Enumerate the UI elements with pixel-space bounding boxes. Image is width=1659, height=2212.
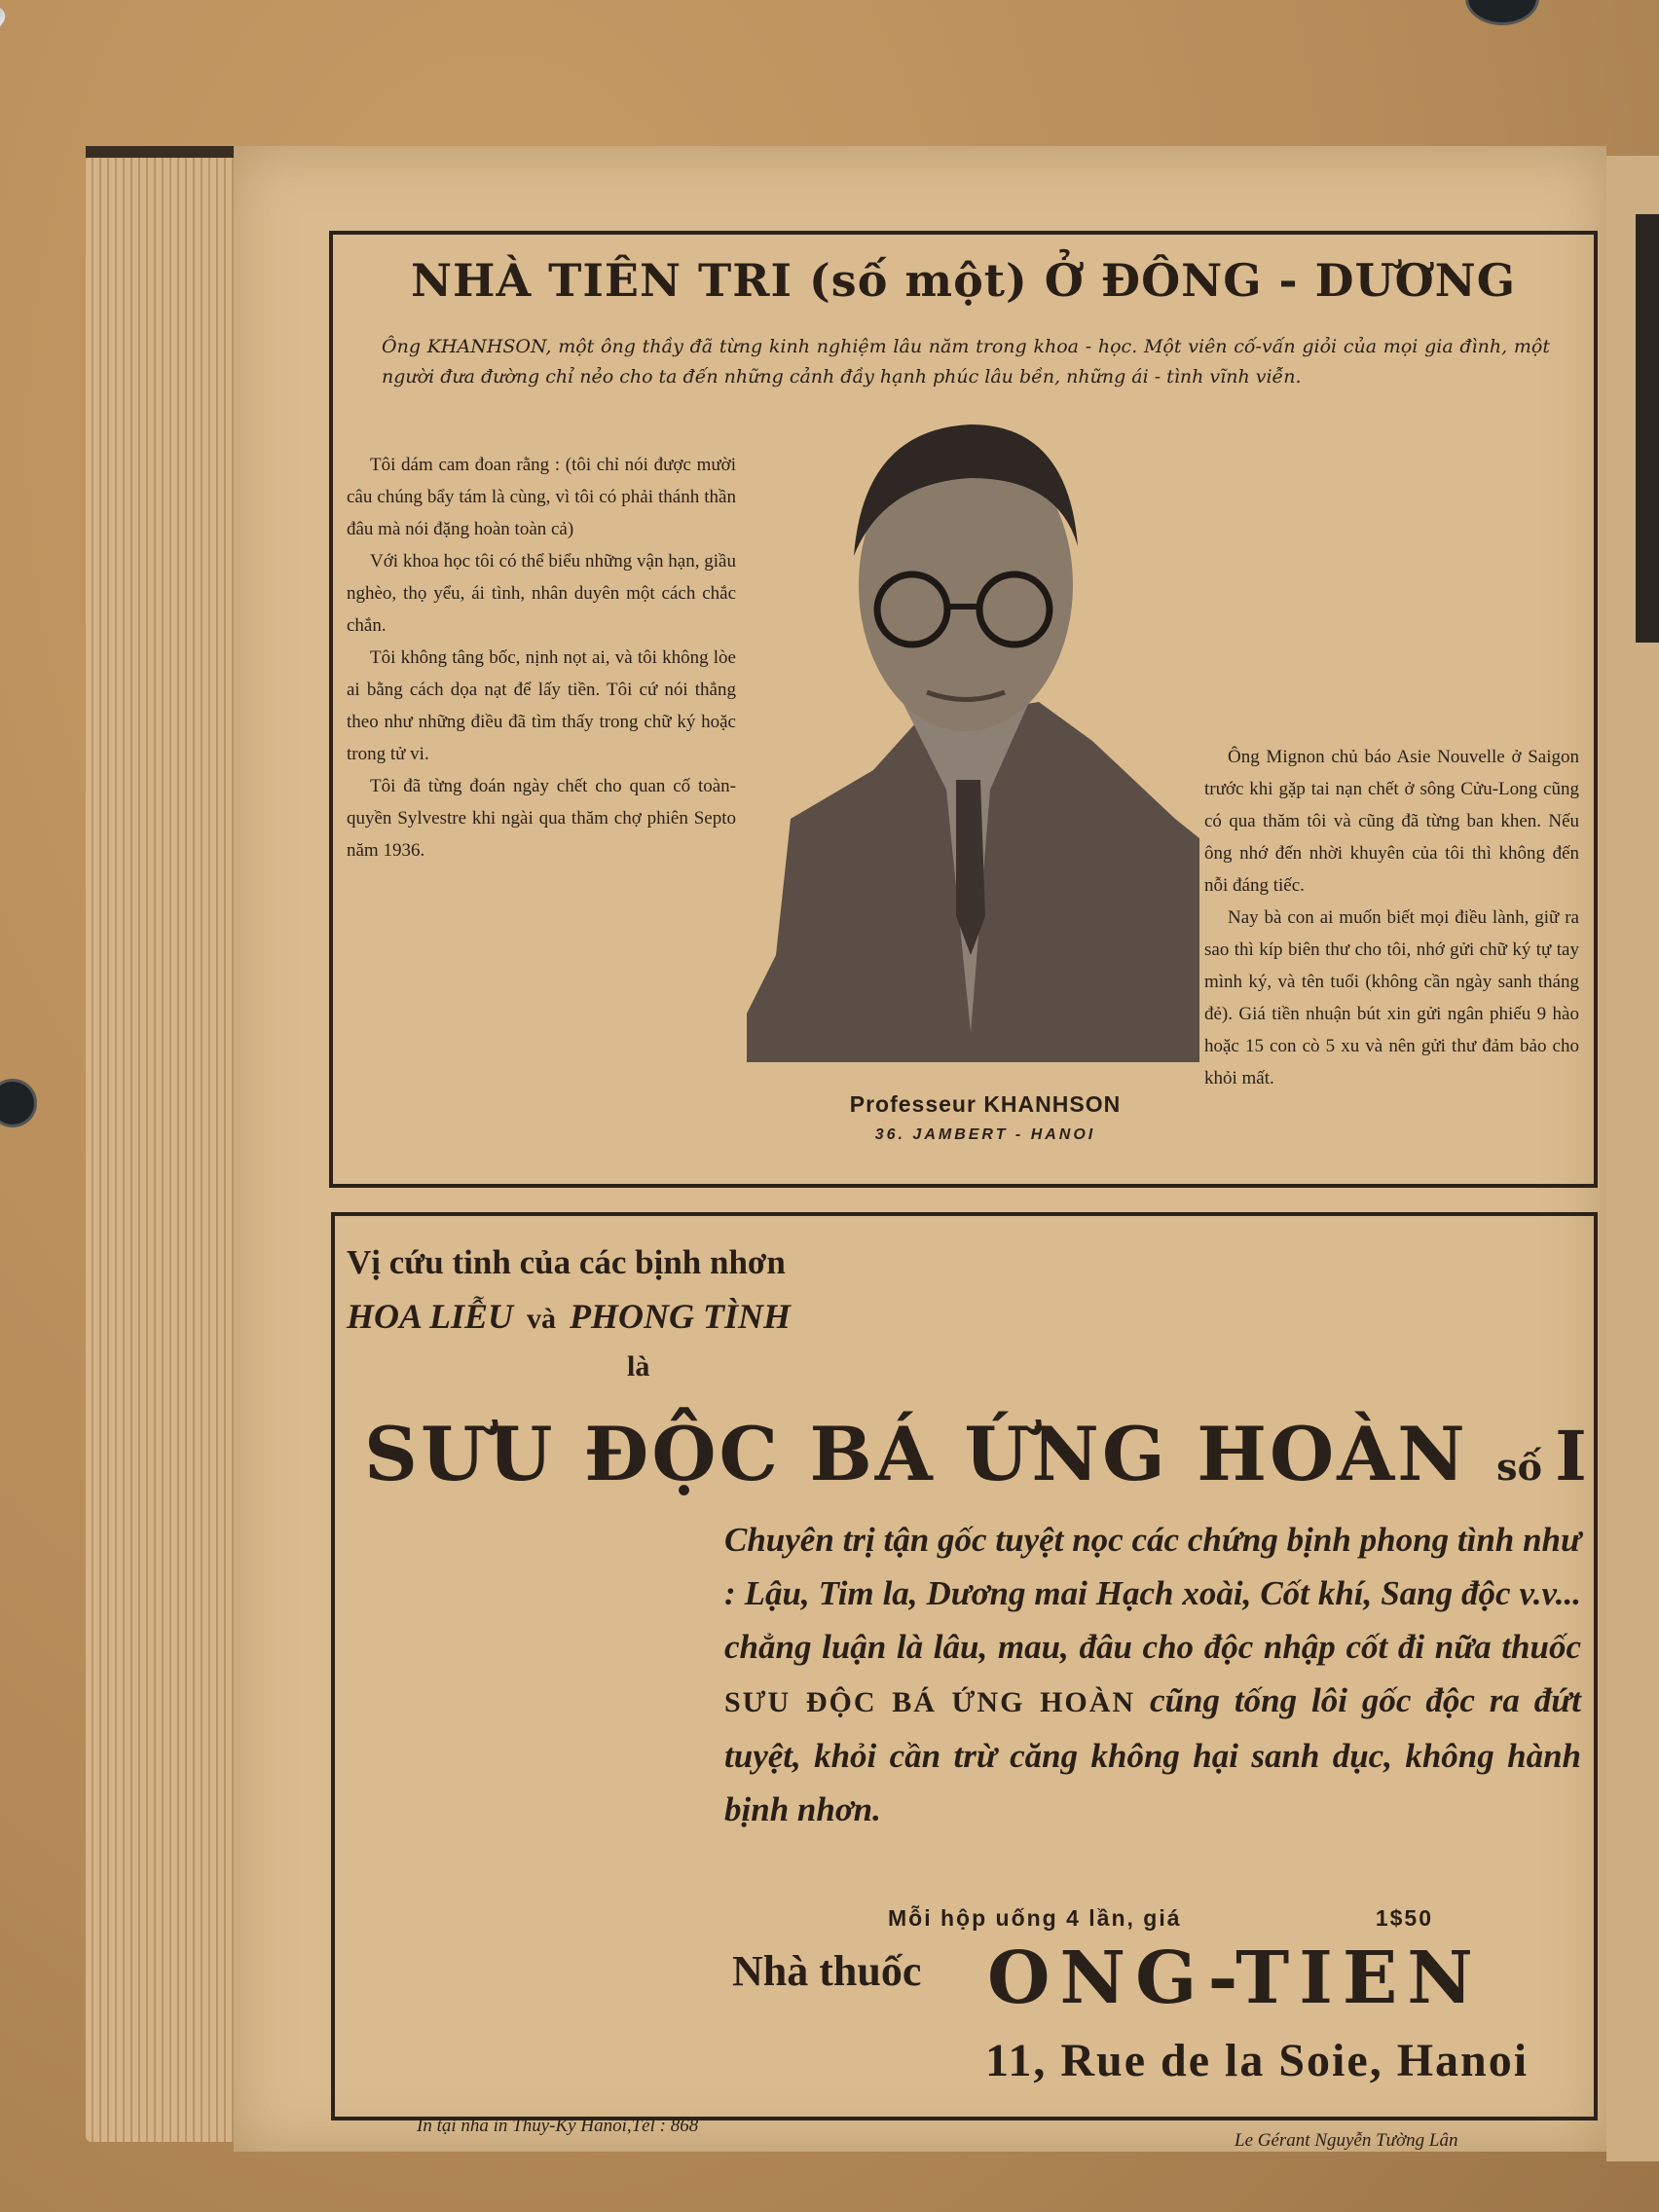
ad-tagline: Vị cứu tinh của các bịnh nhơn [347,1243,786,1281]
printer-credit: In tại nhà in Thuy-Ký Hanoi,Tél : 868 [417,2116,699,2136]
number-value: I [1555,1416,1587,1496]
paragraph: Ông Mignon chủ báo Asie Nouvelle ở Saigon trước khi gặp tai nạn chết ở sông Cửu-Long cũng có qua thăm tôi và cũng đã từng ban khen. Nếu ông nhớ đến nhời khuyên của tôi thì không đến nỗi đáng tiếc. [1204,747,1579,896]
price-label: Mỗi hộp uống 4 lần, giá [888,1905,1182,1931]
medicine-advertisement [331,1212,1598,2120]
paragraph: Nay bà con ai muốn biết mọi điều lành, giữ ra sao thì kíp biên thư cho tôi, nhớ gửi chữ ký tự tay mình ký, và tên tuổi (không cần ngày sanh tháng đẻ). Giá tiền nhuận bút xin gửi ngân phiếu 9 hào hoặc 15 con cò 5 xu và nên gửi thư đảm bảo cho khỏi mất. [1204,907,1579,1088]
pharmacy-label: Nhà thuốc [732,1947,922,1995]
ad-intro: Ông KHANHSON, một ông thầy đã từng kinh nghiệm lâu năm trong khoa - học. Một viên cố-vấn giỏi của mọi gia đình, một người đưa đường chỉ nẻo cho ta đến những cảnh đầy hạnh phúc lâu bền, những ái - tình vĩnh viễn. [382,336,1550,387]
description-product: SƯU ĐỘC BÁ ỨNG HOÀN [724,1686,1136,1718]
pharmacy-brand: ONG-TIEN [987,1936,1483,2020]
caption-address: 36. JAMBERT - HANOI [874,1126,1096,1143]
price-value: 1$50 [1375,1905,1433,1931]
pharmacy-address: 11, Rue de la Soie, Hanoi [985,2035,1530,2086]
paragraph: Tôi dám cam đoan rằng : (tôi chỉ nói được mười câu chúng bẩy tám là cùng, vì tôi có phải thánh thần đâu mà nói đặng hoàn toàn cả) [347,455,736,539]
price-line [888,1905,1433,1932]
paragraph: Tôi không tâng bốc, nịnh nọt ai, và tôi không lòe ai bằng cách dọa nạt để lấy tiền. Tôi cứ nói thẳng theo như những điều đã tìm thấy trong chữ ký hoặc trong tử vi. [347,647,736,764]
prophet-advertisement [329,231,1598,1188]
adjacent-page [1606,156,1659,2161]
connector-word: là [627,1350,650,1382]
right-column [1204,741,1579,1094]
disease-name: HOA LIỄU [347,1297,514,1336]
portrait-caption: Professeur KHANHSON [849,1091,1122,1117]
description-text: Chuyên trị tận gốc tuyệt nọc các chứng bịnh phong tình như : Lậu, Tim la, Dương mai Hạch xoài, Cốt khí, Sang độc v.v... chẳng luận là lâu, mau, đâu cho độc nhập cốt đi nữa thuốc [724,1521,1581,1666]
description-text: cũng tống lôi gốc độc ra đứt tuyệt, khỏi cần trừ căng không hại sanh dục, không hành bịnh nhơn. [724,1681,1581,1828]
product-name [364,1411,1587,1497]
conjunction: và [527,1303,557,1335]
paragraph: Tôi đã từng đoán ngày chết cho quan cố toàn-quyền Sylvestre khi ngài qua thăm chợ phiên Septo năm 1936. [347,776,736,861]
number-label: số [1496,1445,1542,1489]
ad-title: NHÀ TIÊN TRI (số một) Ở ĐÔNG - DƯƠNG [410,254,1517,307]
product-number [1496,1416,1587,1496]
page-edges [86,156,251,2142]
product-title: SƯU ĐỘC BÁ ỨNG HOÀN [364,1411,1468,1497]
disease-name: PHONG TÌNH [570,1297,792,1336]
disease-line [347,1296,791,1337]
paragraph: Với khoa học tôi có thể biểu những vận hạn, giầu nghèo, thọ yểu, ái tình, nhân duyên một cách chắc chắn. [347,551,736,636]
portrait-photo [747,410,1199,1062]
product-description [724,1513,1581,1836]
left-column [347,449,736,866]
manager-credit: Le Gérant Nguyễn Tường Lân [1235,2130,1458,2151]
